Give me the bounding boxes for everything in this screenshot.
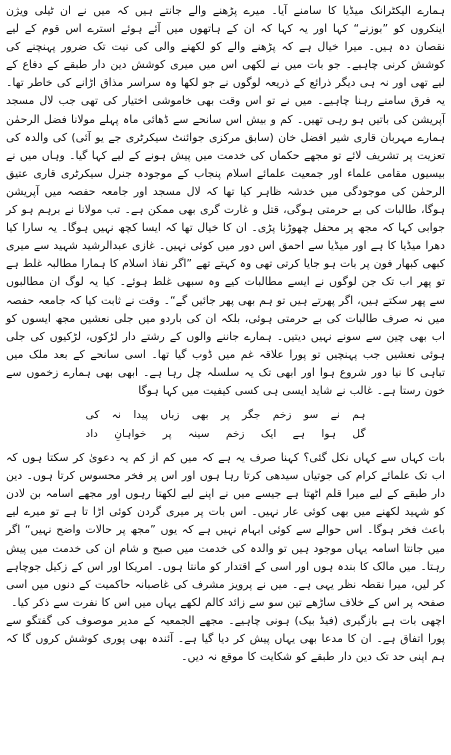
article-paragraph-2: بات کہاں سے کہاں نکل گئی؟ کہنا صرف یہ ہے کہ میں کم از کم یہ دعویٰ کر سکتا ہوں کہ اب تک علمائے کرام کی جوتیاں سیدھی کرتا رہا ہوں اور اس پر فخر محسوس کرتا ہوں۔ دین دار طبقے کے لیے میرا قلم اٹھتا ہے جیسے میں نے اپنے لیے لکھتا رہوں اور مجھے اسامہ بن لادن کو شہید لکھنے میں بھی کوئی عار نہیں۔ اس بات پر میری گردن کوئی اڑا تا ہے تو میرے لیے باعث فخر ہوگا۔ اس حوالے سے کوئی ابہام نہیں ہے کہ یوں ”مجھ پر حالات واضح نہیں“ اگر میں جانتا اسامہ یہاں موجود ہیں تو والدہ کی خدمت میں صبح و شام ان کی خدمت میں پیش رہتا۔ میں مالک کا بندہ ہوں اور اسی کے اقتدار کو مانتا ہوں۔ امریکا اور اس کے زکیل جوچاہے کر لیں، میرا نقطہ نظر یہی ہے۔ میں نے پرویز مشرف کی غاصبانہ حاکمیت کے دنوں میں اسی صفحہ پر اس کے خلاف ساڑھے تین سو سے زائد کالم لکھے یہاں میں اس کا نفرت سے ذکر کیا۔ (6, 451, 445, 609)
article-paragraph-3: اچھی بات ہے بازگیری (فیڈ بیک) ہونی چاہیے۔ مجھے الجمعیہ کے مدیر موصوف کی گفتگو سے پورا اتفاق ہے۔ ان کا مدعا بھی یہاں پیش کر دیا گیا ہے۔ آئندہ بھی پوری کوشش کروں گا کہ ہم اپنی حد تک دین دار طبقے کو شکایت کا موقع نہ دیں۔ (6, 613, 445, 664)
poetry-couplet (86, 406, 366, 443)
couplet-line-2: گل ہوا ہے ایک زخم سینہ پر خواہانِ داد (85, 427, 366, 440)
couplet-line-1: ہم نے سو زخم جگر پر بھی زباں پیدا نہ کی (85, 409, 366, 422)
article-paragraph-1: ہمارے الیکٹرانک میڈیا کا سامنے آیا۔ میرے پڑھنے والے جانتے ہیں کہ میں نے ان ٹیلی ویژن اینکروں کو ”بوزنے“ کہا اور یہ کہا کہ ان کے ہاتھوں میں آئے ہوئے استرے اس قوم کے لیے نقصان دہ ہیں۔ میرا خیال ہے کہ پڑھنے والے کو لکھنے والی کی نیت تک ضرور پہنچنے کی کوشش کرنی چاہیے۔ جو بات میں نے لکھی اس میں میری کوشش دین دار طبقے کے دفاع کے لیے تھی اور نہ ہی دیگر ذرائع کے ذریعہ لوگوں نے جو لکھا وہ سراسر مذاق اڑانے کی خاطر تھا۔ یہ فرق سامنے رہنا چاہیے۔ میں نے تو اس وقت بھی خاموشی اختیار کی تھی جب لال مسجد آپریشن کی باتیں ہو رہی تھیں۔ کم و بیش اس سانحے سے ڈھائی ماہ پہلے مولانا فضل الرحمٰن ہمارے مہربان قاری شیر افضل خان (سابق مرکزی جوائنٹ سیکرٹری جے یو آئی) کی والدہ کی تعزیت پر تشریف لائے تو مجھے حکماں کی خدمت میں پیش ہونے کے لیے کہا گیا۔ وہاں میں نے بیسیوں مقامی علماء اور جمعیت علمائے اسلام پنجاب کے موجودہ جنرل سیکرٹری قاری عتیق الرحمٰن کی موجودگی میں خدشہ ظاہر کیا تھا کہ لال مسجد اور جامعہ حفصہ میں آپریشن ہوگا، طالبات کی بے حرمتی ہوگی، قتل و غارت گری بھی ممکن ہے۔ تب مولانا نے برہم ہو کر جوابی کہا کہ مجھ پر محفل چھوڑنا پڑی۔ ان کا خیال تھا کہ ایسا کچھ نہیں ہوگا۔ یہ سارا کیا دھرا میڈیا کا ہے اور میڈیا سے احمق اس دور میں کوئی نہیں۔ غازی عبدالرشید شہید سے میری کبھی کبھار فون پر بات ہو جایا کرتی تھی وہ کہتے تھے ”اگر نفاذ اسلام کا ہمارا مطالبہ غلط ہے تو پھر اب تک جن لوگوں نے ایسے مطالبات کیے وہ سبھی غلط ہوئے۔ کیا یہ لوگ ان مطالبوں سے پھر سکتے ہیں، اگر پھرتے ہیں تو ہم بھی پھر جائیں گے“۔ وقت نے ثابت کیا کہ جامعہ حفصہ میں نہ صرف طالبات کی بے حرمتی ہوئی، بلکہ ان کی باردو میں جلی نعشیں مجھ ایسوں کو اب بھی چین سے سونے نہیں دیتیں۔ ہمارے جاننے والوں کے رشتے دار لڑکوں، لڑکیوں کی جلی ہوئی نعشیں جب پہنچیں تو پورا علاقہ غم میں ڈوب گیا تھا۔ اسی سانحے کے بعد ملک میں تباہی کا نیا دور شروع ہوا اور ابھی تک یہ سلسلہ چل رہا ہے۔ ابھی بھی ہمارے زخموں سے خون رستا ہے۔ غالب نے شاید ایسی ہی کسی کیفیت میں کہا ہوگا (6, 4, 445, 397)
